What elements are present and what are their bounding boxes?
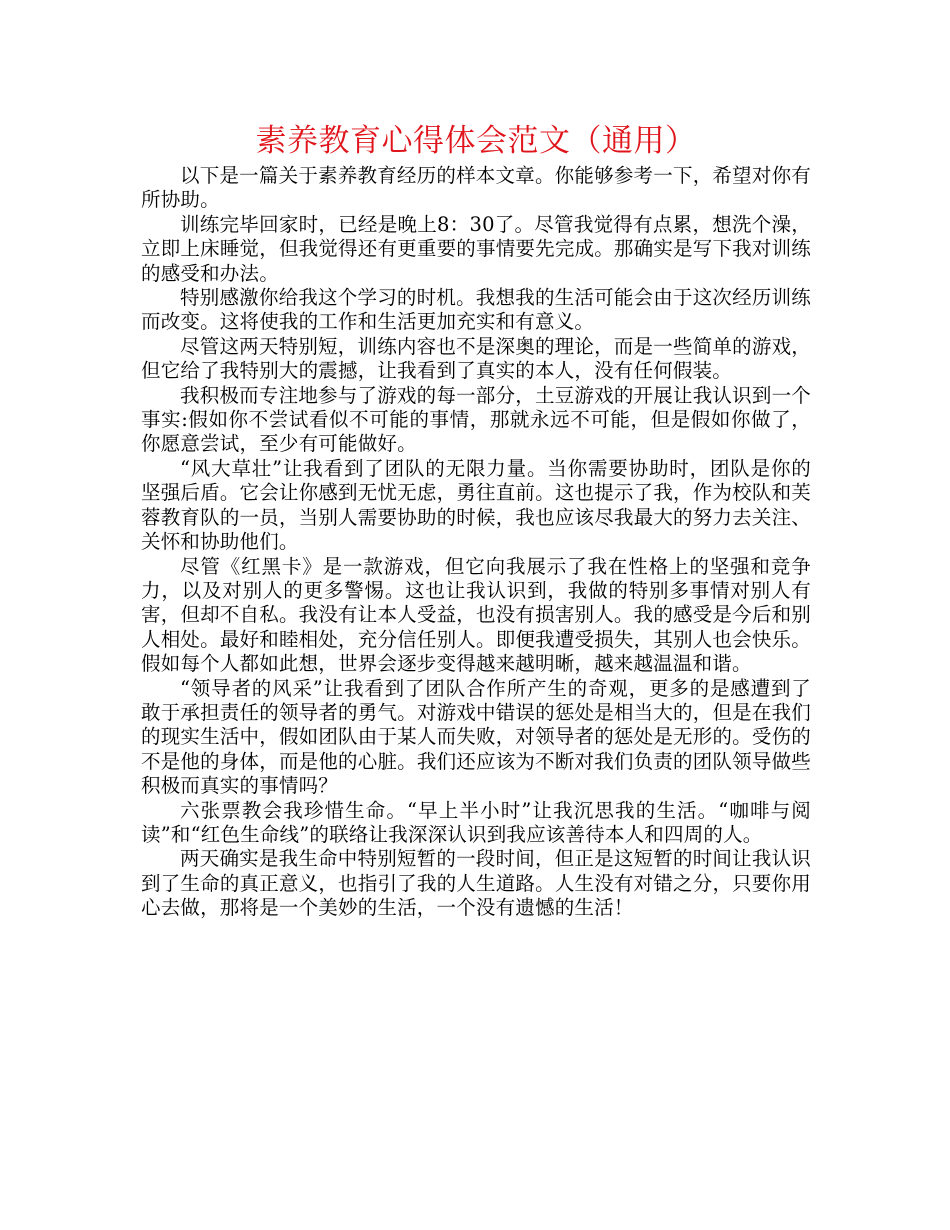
paragraph-red-black-card: 尽管《红黑卡》是一款游戏，但它向我展示了我在性格上的坚强和竞争力，以及对别人的更多警惕。这也让我认识到，我做的特别多事情对别人有害，但却不自私。我没有让本人受益，也没有损害别人。我的感受是今后和别人相处。最好和睦相处，充分信任别人。即便我遭受损失，其别人也会快乐。假如每个人都如此想，世界会逐步变得越来越明晰，越来越温温和谐。 [141, 554, 811, 676]
paragraph-conclusion: 两天确实是我生命中特别短暂的一段时间，但正是这短暂的时间让我认识到了生命的真正意义，也指引了我的人生道路。人生没有对错之分，只要你用心去做，那将是一个美妙的生活，一个没有遗憾的生活！ [141, 847, 811, 920]
document-page [141, 118, 811, 921]
paragraph-team-strength: “风大草壮”让我看到了团队的无限力量。当你需要协助时，团队是你的坚强后盾。它会让你感到无忧无虑，勇往直前。这也提示了我，作为校队和芙蓉教育队的一员，当别人需要协助的时候，我也应该尽我最大的努力去关注、关怀和协助他们。 [141, 456, 811, 554]
paragraph-six-tickets: 六张票教会我珍惜生命。“早上半小时”让我沉思我的生活。“咖啡与阅读”和“红色生命线”的联络让我深深认识到我应该善待本人和四周的人。 [141, 798, 811, 846]
document-title: 素养教育心得体会范文（通用） [255, 123, 697, 159]
paragraph-after-training: 训练完毕回家时，已经是晚上8：30了。尽管我觉得有点累，想洗个澡，立即上床睡觉，但我觉得还有更重要的事情要先完成。那确实是写下我对训练的感受和办法。 [141, 212, 811, 285]
paragraph-gratitude: 特别感激你给我这个学习的时机。我想我的生活可能会由于这次经历训练而改变。这将使我的工作和生活更加充实和有意义。 [141, 286, 811, 334]
paragraph-intro: 以下是一篇关于素养教育经历的样本文章。你能够参考一下，希望对你有所协助。 [141, 164, 811, 212]
paragraph-short-training: 尽管这两天特别短，训练内容也不是深奥的理论，而是一些简单的游戏，但它给了我特别大的震撼，让我看到了真实的本人，没有任何假装。 [141, 334, 811, 383]
paragraph-leadership: “领导者的风采”让我看到了团队合作所产生的奇观，更多的是感遭到了敢于承担责任的领导者的勇气。对游戏中错误的惩处是相当大的，但是在我们的现实生活中，假如团队由于某人而失败，对领导者的惩处是无形的。受伤的不是他的身体，而是他的心脏。我们还应该为不断对我们负责的团队领导做些积极而真实的事情吗？ [141, 676, 811, 798]
paragraph-potato-game: 我积极而专注地参与了游戏的每一部分，土豆游戏的开展让我认识到一个事实:假如你不尝试看似不可能的事情，那就永远不可能，但是假如你做了，你愿意尝试，至少有可能做好。 [141, 383, 811, 456]
